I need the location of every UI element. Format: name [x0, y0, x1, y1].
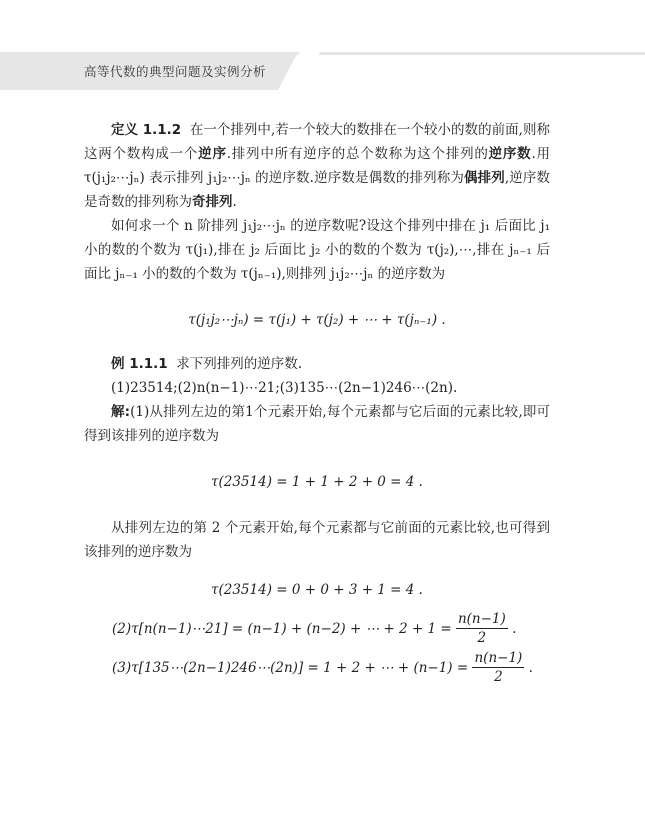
part3-numerator: n(n−1) — [474, 650, 523, 666]
definition-text-a: 在一个排列中,若一个较大的数排在一个较小的数的前面,则称这两个数构成一个 — [84, 122, 550, 162]
equation-forward: τ(23514) = 1 + 1 + 2 + 0 = 4 . — [211, 474, 423, 490]
term-inversion: 逆序 — [198, 146, 227, 162]
part3-prefix: (3)τ[135⋯(2n−1)246⋯(2n)] = 1 + 2 + ⋯ + (n−1) = — [112, 659, 469, 676]
definition-text-e: . — [232, 194, 237, 210]
part2-denominator: 2 — [477, 630, 487, 646]
solution-part1 — [84, 400, 550, 448]
running-header-title: 高等代数的典型问题及实例分析 — [84, 64, 267, 79]
term-inversion-number: 逆序数 — [488, 146, 532, 162]
definition-text-c: .用 τ(j₁j₂⋯jₙ) 表示排列 j₁j₂⋯jₙ 的逆序数.逆序数是偶数的排列称为 — [84, 146, 551, 186]
part2-fraction — [456, 610, 508, 647]
solution-label: 解: — [111, 404, 131, 420]
equation-backward: τ(23514) = 0 + 0 + 3 + 1 = 4 . — [211, 582, 423, 598]
part2-prefix: (2)τ[n(n−1)⋯21] = (n−1) + (n−2) + ⋯ + 2 + 1 = — [112, 620, 452, 637]
definition-paragraph — [84, 118, 550, 214]
part3-fraction — [472, 649, 524, 686]
part2-numerator: n(n−1) — [457, 611, 506, 627]
method-paragraph: 如何求一个 n 阶排列 j₁j₂⋯jₙ 的逆序数呢?设这个排列中排在 j₁ 后面比 j₁ 小的数的个数为 τ(j₁),排在 j₂ 后面比 j₂ 小的数的个数为 τ(j₂),⋯,排在 jₙ₋₁ 后面比 jₙ₋₁ 小的数的个数为 τ(jₙ₋₁),则排列 j₁j₂⋯jₙ 的逆序数为 — [84, 218, 550, 282]
term-even-permutation: 偶排列 — [463, 170, 505, 186]
part3-denominator: 2 — [494, 669, 503, 685]
solution-part1-text: (1)从排列左边的第1个元素开始,每个元素都与它后面的元素比较,即可得到该排列的逆序数为 — [84, 404, 551, 444]
definition-label: 定义 1.1.2 — [111, 122, 182, 138]
solution-part1b: 从排列左边的第 2 个元素开始,每个元素都与它前面的元素比较,也可得到该排列的逆序数为 — [84, 520, 550, 560]
main-formula: τ(j₁j₂⋯jₙ) = τ(j₁) + τ(j₂) + ⋯ + τ(jₙ₋₁) . — [188, 312, 446, 328]
solution-part3 — [112, 649, 550, 686]
term-odd-permutation: 奇排列 — [192, 194, 233, 210]
page-content — [84, 118, 550, 686]
example-prompt: 求下列排列的逆序数. — [176, 356, 303, 372]
solution-part2 — [112, 610, 550, 647]
definition-text-d: ,逆序数是奇数的排列称为 — [84, 170, 550, 210]
example-label: 例 1.1.1 — [111, 356, 168, 372]
example-heading — [84, 352, 550, 376]
part2-suffix: . — [512, 620, 517, 637]
definition-text-b: .排列中所有逆序的总个数称为这个排列的 — [226, 146, 489, 162]
example-items: (1)23514;(2)n(n−1)⋯21;(3)135⋯(2n−1)246⋯(2n). — [111, 380, 458, 396]
part3-suffix: . — [528, 659, 533, 676]
